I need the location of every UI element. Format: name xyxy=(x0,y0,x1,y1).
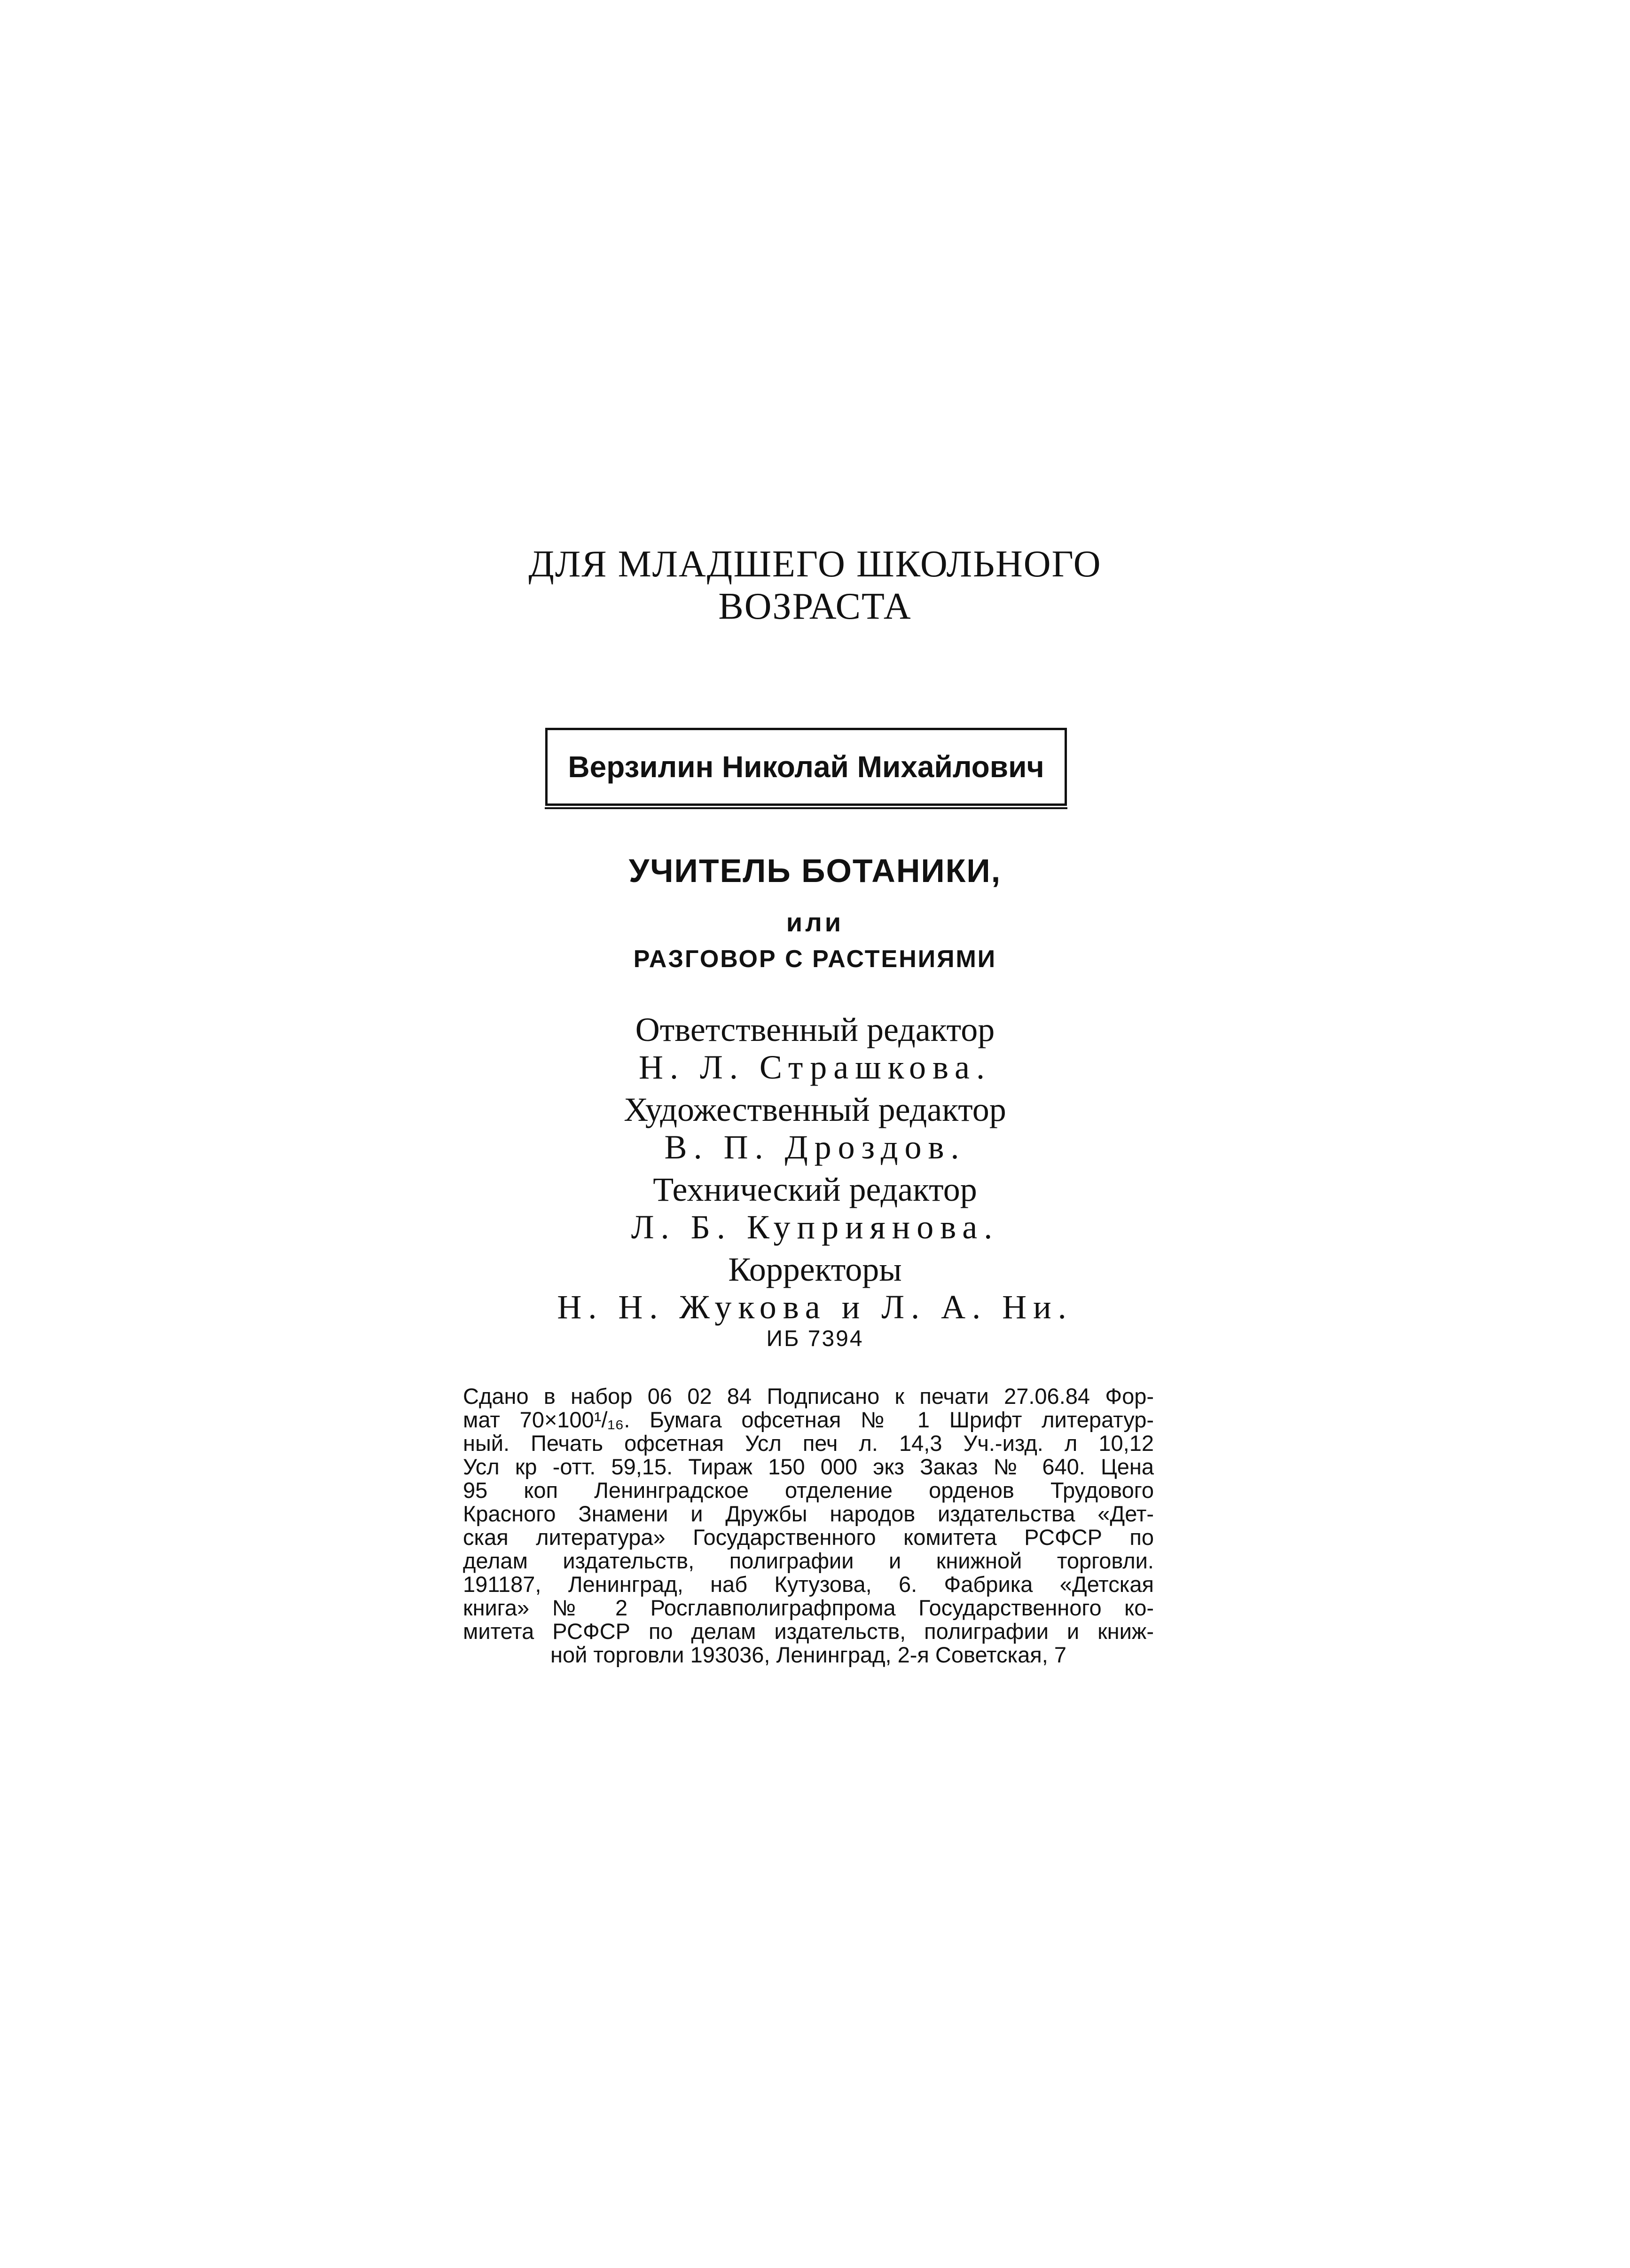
imprint-line: книга» № 2 Росглавполиграфпрома Государственного ко- xyxy=(463,1595,1154,1620)
editor-name: Н. Л. Страшкова. xyxy=(639,1048,991,1086)
audience-line-1: ДЛЯ МЛАДШЕГО ШКОЛЬНОГО xyxy=(528,543,1102,585)
editor-name: Л. Б. Куприянова. xyxy=(631,1208,999,1246)
imprint-line: делам издательств, полиграфии и книжной торговли. xyxy=(463,1548,1154,1573)
imprint-line: Сдано в набор 06 02 84 Подписано к печати 27.06.84 Фор- xyxy=(463,1384,1154,1409)
author-name: Верзилин Николай Михайлович xyxy=(568,750,1044,784)
audience-line-2: ВОЗРАСТА xyxy=(718,586,912,627)
editor-name: Н. Н. Жукова и Л. А. Ни. xyxy=(557,1288,1073,1326)
editor-role: Ответственный редактор xyxy=(635,1011,995,1048)
ib-number: ИБ 7394 xyxy=(766,1326,864,1351)
book-title: УЧИТЕЛЬ БОТАНИКИ, xyxy=(628,852,1002,889)
editor-role: Технический редактор xyxy=(653,1171,977,1208)
book-title-connector: или xyxy=(786,907,844,937)
imprint-line: Усл кр -отт. 59,15. Тираж 150 000 экз Заказ № 640. Цена xyxy=(463,1454,1154,1479)
editor-role: Художественный редактор xyxy=(624,1091,1006,1128)
editors-credits xyxy=(0,1006,1630,1326)
imprint-line: ной торговли 193036, Ленинград, 2-я Советская, 7 xyxy=(550,1642,1066,1667)
imprint-block xyxy=(463,1385,1154,1667)
editor-name: В. П. Дроздов. xyxy=(664,1128,966,1166)
imprint-line: митета РСФСР по делам издательств, полиграфии и книж- xyxy=(463,1619,1154,1644)
imprint-line: 95 коп Ленинградское отделение орденов Трудового xyxy=(463,1478,1154,1503)
audience-heading xyxy=(0,543,1630,628)
imprint-line: ская литература» Государственного комитета РСФСР по xyxy=(463,1525,1154,1550)
book-subtitle: РАЗГОВОР С РАСТЕНИЯМИ xyxy=(633,945,997,973)
imprint-line: 191187, Ленинград, наб Кутузова, 6. Фабрика «Детская xyxy=(463,1572,1154,1597)
imprint-line: ный. Печать офсетная Усл печ л. 14,3 Уч.-изд. л 10,12 xyxy=(463,1431,1154,1456)
imprint-line: Красного Знамени и Дружбы народов издательства «Дет- xyxy=(463,1501,1154,1526)
imprint-line: мат 70×100¹/₁₆. Бумага офсетная № 1 Шрифт литератур- xyxy=(463,1407,1154,1432)
author-name-box xyxy=(545,728,1067,806)
editor-role: Корректоры xyxy=(728,1251,902,1288)
